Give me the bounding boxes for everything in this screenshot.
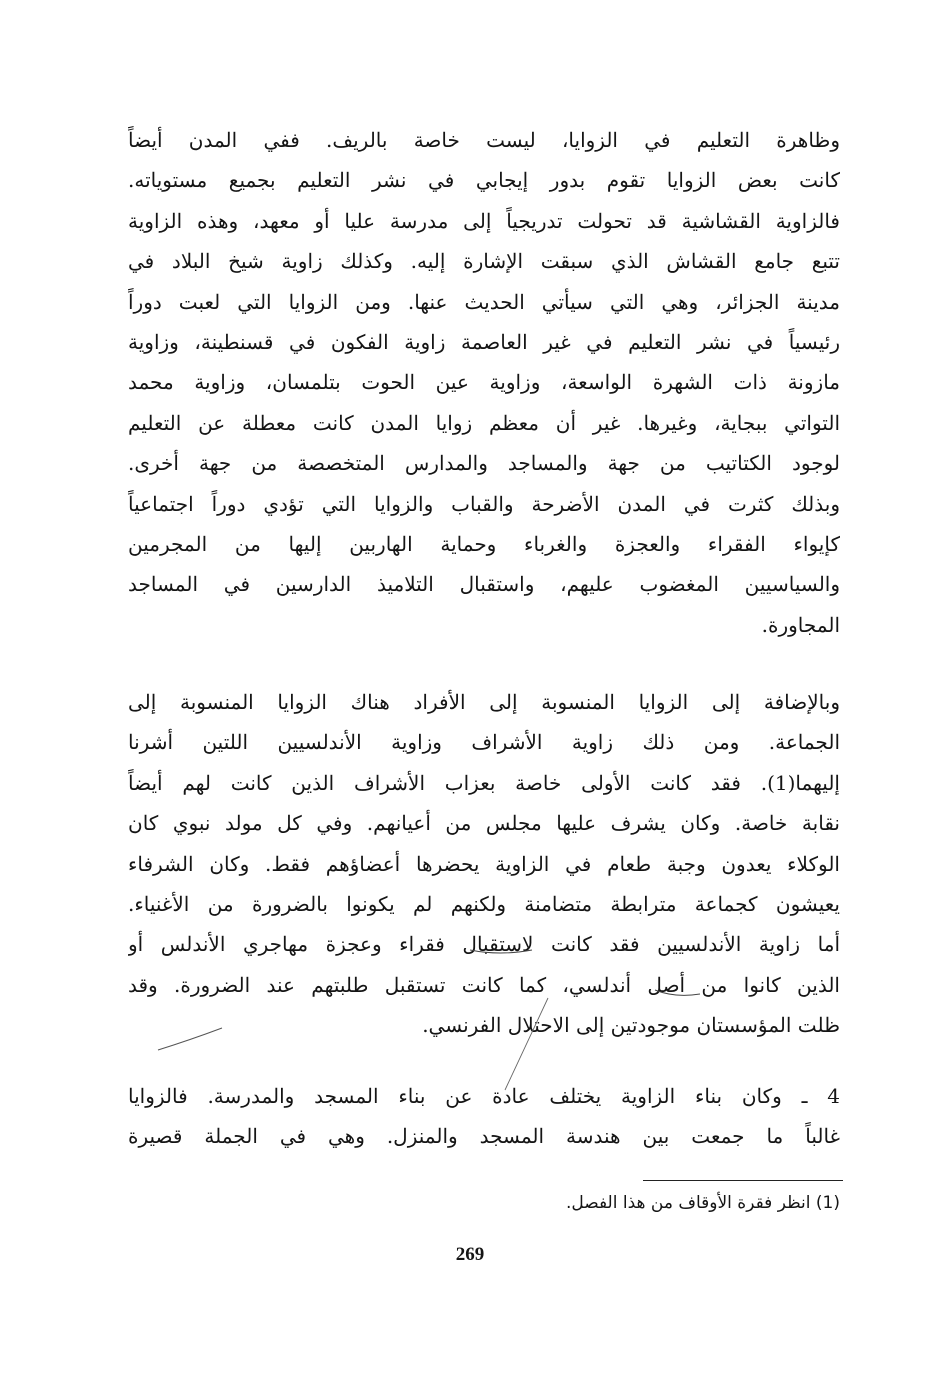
text-line: كانت بعض الزوايا تقوم بدور إيجابي في نشر التعليم بجميع مستوياته.	[128, 168, 840, 193]
text-line: التواتي ببجاية، وغيرها. غير أن معظم زوايا المدن كانت معطلة عن التعليم	[128, 410, 840, 435]
text-line: وظاهرة التعليم في الزوايا، ليست خاصة بالريف. ففي المدن أيضاً	[128, 128, 840, 152]
text-line: يعيشون كجماعة مترابطة متضامنة ولكنهم لم يكونوا بالضرورة من الأغنياء.	[128, 891, 840, 916]
text-line: المجاورة.	[761, 612, 840, 637]
footnote: (1) انظر فقرة الأوقاف من هذا الفصل.	[565, 1193, 840, 1213]
text-line: أما زاوية الأندلسيين فقد كانت لاستقبال فقراء وعجزة مهاجري الأندلس أو	[128, 932, 840, 957]
text-line: وبالإضافة إلى الزوايا المنسوبة إلى الأفراد هناك الزوايا المنسوبة إلى	[128, 690, 840, 714]
text-line: ظلت المؤسستان موجودتين إلى الاحتلال الفرنسي.	[422, 1013, 840, 1038]
text-line: والسياسيين المغضوب عليهم، واستقبال التلاميذ الدارسين في المساجد	[128, 572, 840, 597]
paragraph-3	[128, 1076, 840, 1157]
text-line: الذين كانوا من أصل أندلسي، كما كانت تستقبل طلبتهم عند الضرورة. وقد	[128, 972, 840, 997]
paragraph-2	[128, 682, 840, 1046]
text-line: مازونة ذات الشهرة الواسعة، وزاوية عين الحوت بتلمسان، وزاوية محمد	[128, 370, 840, 395]
text-line: لوجود الكتاتيب من جهة والمساجد والمدارس المتخصصة من جهة أخرى.	[128, 451, 840, 476]
text-line: وبذلك كثرت في المدن الأضرحة والقباب والزوايا التي تؤدي دوراً اجتماعياً	[128, 491, 840, 516]
text-line: مدينة الجزائر، وهي التي سيأتي الحديث عنها. ومن الزوايا التي لعبت دوراً	[128, 289, 840, 314]
text-line: فالزاوية القشاشية قد تحولت تدريجياً إلى مدرسة عليا أو معهد، وهذه الزاوية	[128, 208, 840, 233]
text-line: كإيواء الفقراء والعجزة والغرباء وحماية الهاربين إليها من المجرمين	[128, 531, 840, 556]
text-line: تتبع جامع القشاش الذي سبقت الإشارة إليه. وكذلك زاوية شيخ البلاد في	[128, 249, 840, 274]
footnote-divider	[643, 1180, 843, 1181]
text-line: رئيسياً في نشر التعليم في غير العاصمة زاوية الفكون في قسنطينة، وزاوية	[128, 329, 840, 354]
text-line: الوكلاء يعدون وجبة طعام في الزاوية يحضرها أعضاؤهم فقط. وكان الشرفاء	[128, 851, 840, 876]
page-number: 269	[455, 1244, 485, 1265]
paragraph-1	[128, 120, 840, 645]
text-line: 4 ـ وكان بناء الزاوية يختلف عادة عن بناء المسجد والمدرسة. فالزوايا	[128, 1084, 840, 1108]
text-line: الجماعة. ومن ذلك زاوية الأشراف وزاوية الأندلسيين اللتين أشرنا	[128, 730, 840, 755]
text-line: نقابة خاصة. وكان يشرف عليها مجلس من أعيانهم. وفي كل مولد نبوي كان	[128, 811, 840, 836]
text-line: إليهما(1). فقد كانت الأولى خاصة بعزاب الأشراف الذين كانت لهم أيضاً	[128, 770, 840, 795]
text-line: غالباً ما جمعت بين هندسة المسجد والمنزل. وهي في الجملة قصيرة	[128, 1124, 840, 1149]
